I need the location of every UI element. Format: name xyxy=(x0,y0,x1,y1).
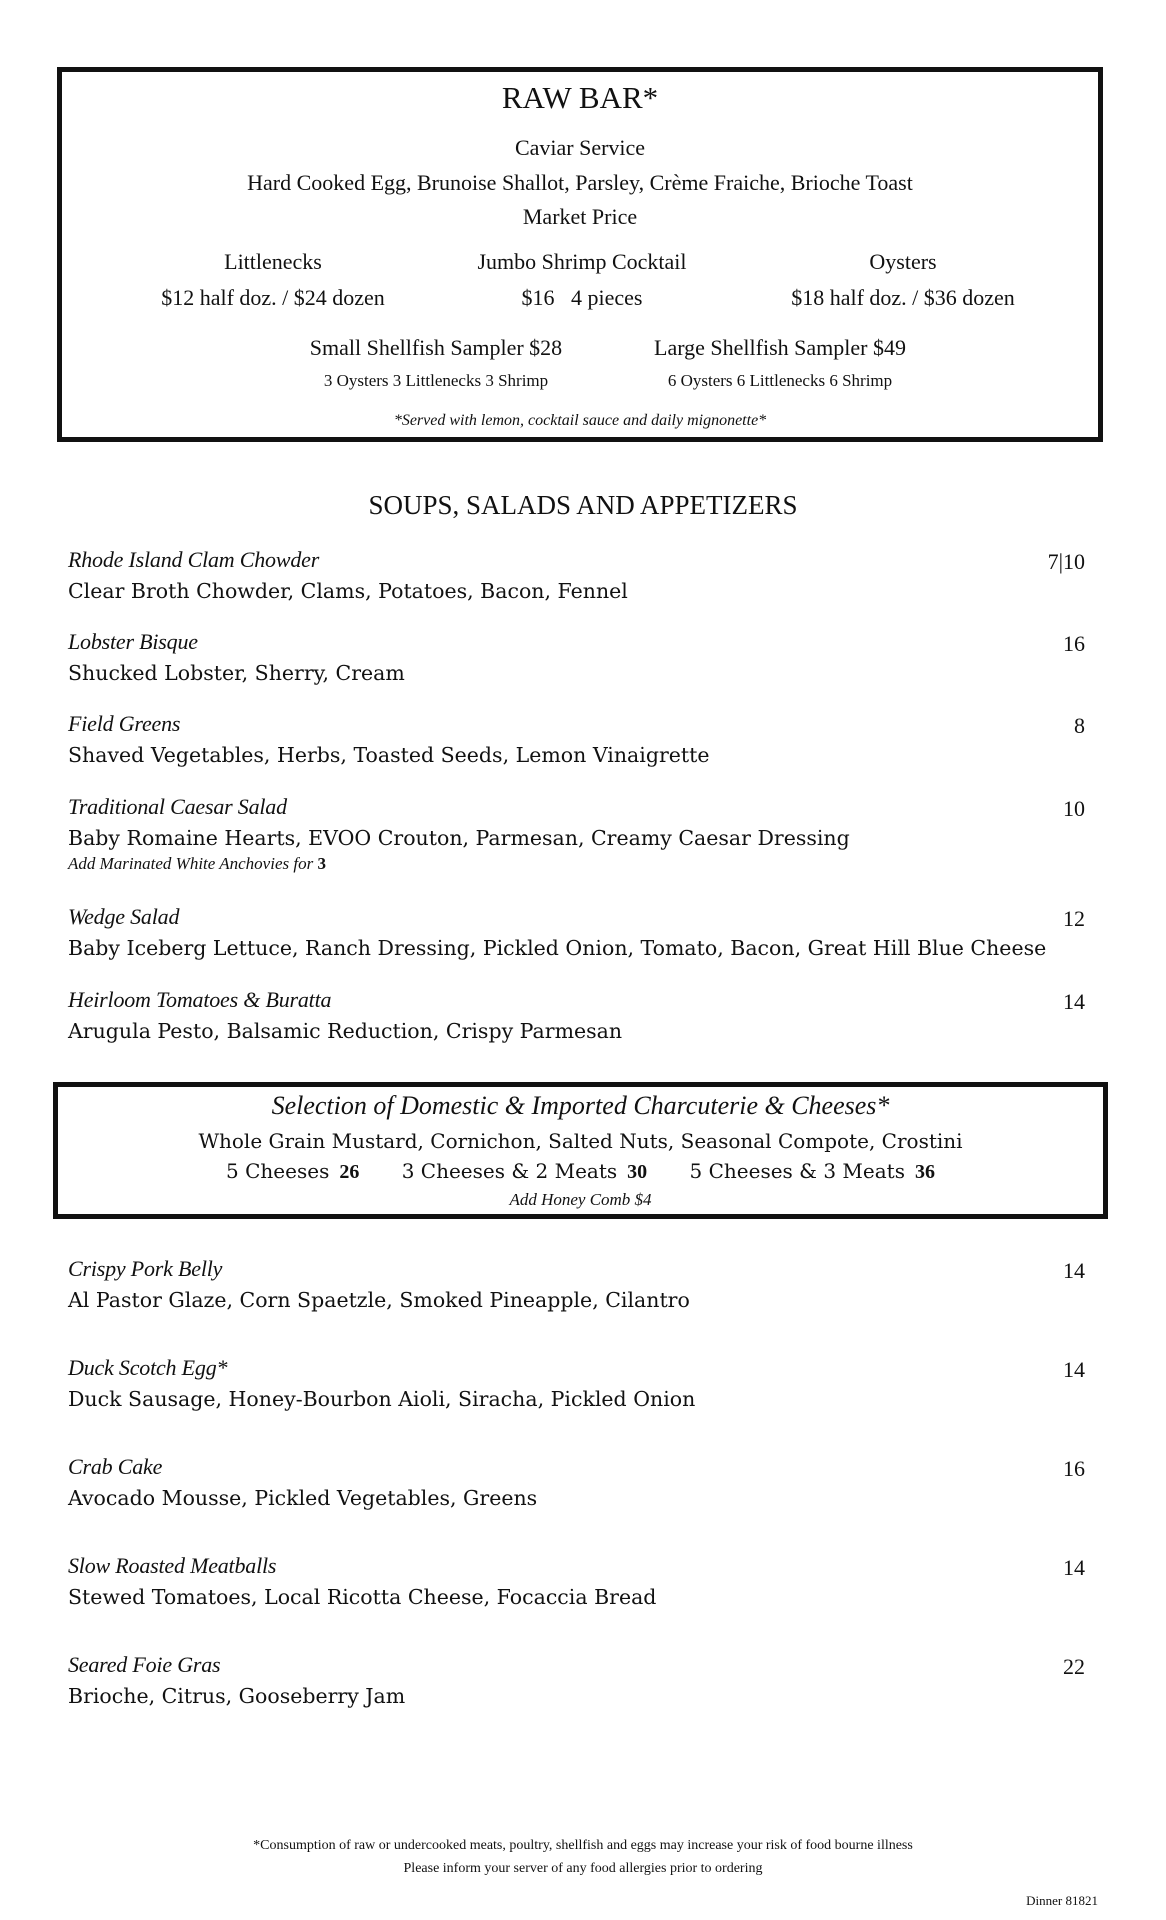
charcuterie-option xyxy=(690,1159,935,1183)
caviar-service-price: Market Price xyxy=(522,204,638,229)
option-price: 36 xyxy=(914,1161,935,1183)
charcuterie-options xyxy=(58,1159,1103,1184)
menu-item xyxy=(68,987,1088,1043)
menu-item-description: Arugula Pesto, Balsamic Reduction, Crispy Parmesan xyxy=(68,1019,623,1043)
charcuterie-description: Whole Grain Mustard, Cornichon, Salted Nuts, Seasonal Compote, Crostini xyxy=(198,1129,963,1153)
option-label: 5 Cheeses & 3 Meats xyxy=(689,1159,905,1183)
menu-item-price: 14 xyxy=(1063,1258,1085,1283)
sampler-description: 6 Oysters 6 Littlenecks 6 Shrimp xyxy=(667,371,893,390)
section-title-soups-salads-appetizers: SOUPS, SALADS AND APPETIZERS xyxy=(368,490,798,520)
option-label: 5 Cheeses xyxy=(226,1159,330,1183)
raw-item-oysters xyxy=(743,249,1063,311)
caviar-service-name: Caviar Service xyxy=(514,135,646,160)
menu-item-name: Traditional Caesar Salad xyxy=(68,794,287,819)
charcuterie-option xyxy=(402,1159,647,1183)
menu-item-name: Lobster Bisque xyxy=(68,629,198,654)
menu-item-price: 8 xyxy=(1074,713,1085,738)
menu-item xyxy=(68,1256,1088,1312)
menu-item-name: Duck Scotch Egg* xyxy=(68,1355,228,1380)
menu-item-price: 22 xyxy=(1063,1654,1085,1679)
raw-item-shrimp-cocktail xyxy=(422,249,742,311)
menu-item-price: 16 xyxy=(1063,1456,1085,1481)
addon-price: 3 xyxy=(317,854,326,873)
charcuterie-box xyxy=(53,1082,1108,1219)
raw-item-price: $18 half doz. / $36 dozen xyxy=(791,285,1015,310)
addon-label: Add Marinated White Anchovies for xyxy=(68,854,314,873)
option-label: 3 Cheeses & 2 Meats xyxy=(401,1159,618,1183)
menu-item-name: Field Greens xyxy=(68,711,181,736)
menu-item-name: Slow Roasted Meatballs xyxy=(68,1553,277,1578)
menu-item-name: Wedge Salad xyxy=(68,904,180,929)
menu-item xyxy=(68,904,1088,960)
menu-item-addon xyxy=(68,854,1088,874)
large-shellfish-sampler xyxy=(580,335,980,391)
menu-code: Dinner 81821 xyxy=(1026,1893,1098,1908)
menu-item-name: Heirloom Tomatoes & Buratta xyxy=(68,987,332,1012)
menu-item-price: 12 xyxy=(1063,906,1085,931)
menu-item-price: 14 xyxy=(1063,1555,1085,1580)
menu-item-price: 16 xyxy=(1063,631,1085,656)
menu-item xyxy=(68,794,1088,874)
menu-item-description: Baby Iceberg Lettuce, Ranch Dressing, Pickled Onion, Tomato, Bacon, Great Hill Blue Cheese xyxy=(68,936,1047,960)
sampler-name: Small Shellfish Sampler $28 xyxy=(309,335,563,360)
raw-item-price: $12 half doz. / $24 dozen xyxy=(161,285,385,310)
raw-bar-title: RAW BAR* xyxy=(501,80,659,115)
raw-food-warning: *Consumption of raw or undercooked meats, poultry, shellfish and eggs may increase your risk of food bourne illness xyxy=(253,1838,913,1853)
menu-item-name: Seared Foie Gras xyxy=(68,1652,221,1677)
raw-item-name: Littlenecks xyxy=(224,249,322,274)
menu-item xyxy=(68,711,1088,767)
menu-item xyxy=(68,1454,1088,1510)
menu-item xyxy=(68,1355,1088,1411)
menu-item xyxy=(68,629,1088,685)
menu-item-price: 14 xyxy=(1063,989,1085,1014)
raw-item-littlenecks xyxy=(113,249,433,311)
menu-item-description: Shaved Vegetables, Herbs, Toasted Seeds, Lemon Vinaigrette xyxy=(68,743,710,767)
menu-item-name: Rhode Island Clam Chowder xyxy=(68,547,320,572)
menu-item xyxy=(68,547,1088,603)
menu-item-description: Shucked Lobster, Sherry, Cream xyxy=(68,661,405,685)
sampler-description: 3 Oysters 3 Littlenecks 3 Shrimp xyxy=(323,371,549,390)
menu-item-description: Al Pastor Glaze, Corn Spaetzle, Smoked Pineapple, Cilantro xyxy=(68,1288,690,1312)
raw-item-price: $16 4 pieces xyxy=(521,285,643,310)
charcuterie-option xyxy=(226,1159,359,1183)
menu-item xyxy=(68,1652,1088,1708)
menu-item-description: Avocado Mousse, Pickled Vegetables, Greens xyxy=(68,1486,538,1510)
option-price: 26 xyxy=(339,1161,360,1183)
raw-item-name: Oysters xyxy=(869,249,937,274)
menu-item xyxy=(68,1553,1088,1609)
menu-item-description: Baby Romaine Hearts, EVOO Crouton, Parmesan, Creamy Caesar Dressing xyxy=(68,826,850,850)
menu-item-description: Stewed Tomatoes, Local Ricotta Cheese, Focaccia Bread xyxy=(68,1585,657,1609)
menu-item-name: Crab Cake xyxy=(68,1454,163,1479)
menu-item-price: 10 xyxy=(1063,796,1085,821)
charcuterie-addon: Add Honey Comb $4 xyxy=(509,1190,652,1209)
menu-item-price: 7|10 xyxy=(1047,549,1085,574)
menu-item-description: Duck Sausage, Honey-Bourbon Aioli, Siracha, Pickled Onion xyxy=(68,1387,696,1411)
sampler-name: Large Shellfish Sampler $49 xyxy=(654,335,906,360)
raw-bar-box xyxy=(57,67,1103,442)
charcuterie-title: Selection of Domestic & Imported Charcuterie & Cheeses* xyxy=(271,1091,890,1120)
raw-bar-note: *Served with lemon, cocktail sauce and daily mignonette* xyxy=(393,412,767,429)
menu-item-price: 14 xyxy=(1063,1357,1085,1382)
option-price: 30 xyxy=(627,1161,648,1183)
small-shellfish-sampler xyxy=(236,335,636,391)
menu-item-description: Clear Broth Chowder, Clams, Potatoes, Bacon, Fennel xyxy=(68,579,628,603)
menu-item-name: Crispy Pork Belly xyxy=(68,1256,223,1281)
menu-item-description: Brioche, Citrus, Gooseberry Jam xyxy=(68,1684,406,1708)
allergy-notice: Please inform your server of any food allergies prior to ordering xyxy=(403,1861,763,1876)
caviar-service-description: Hard Cooked Egg, Brunoise Shallot, Parsley, Crème Fraiche, Brioche Toast xyxy=(247,170,913,195)
raw-item-name: Jumbo Shrimp Cocktail xyxy=(477,249,687,274)
